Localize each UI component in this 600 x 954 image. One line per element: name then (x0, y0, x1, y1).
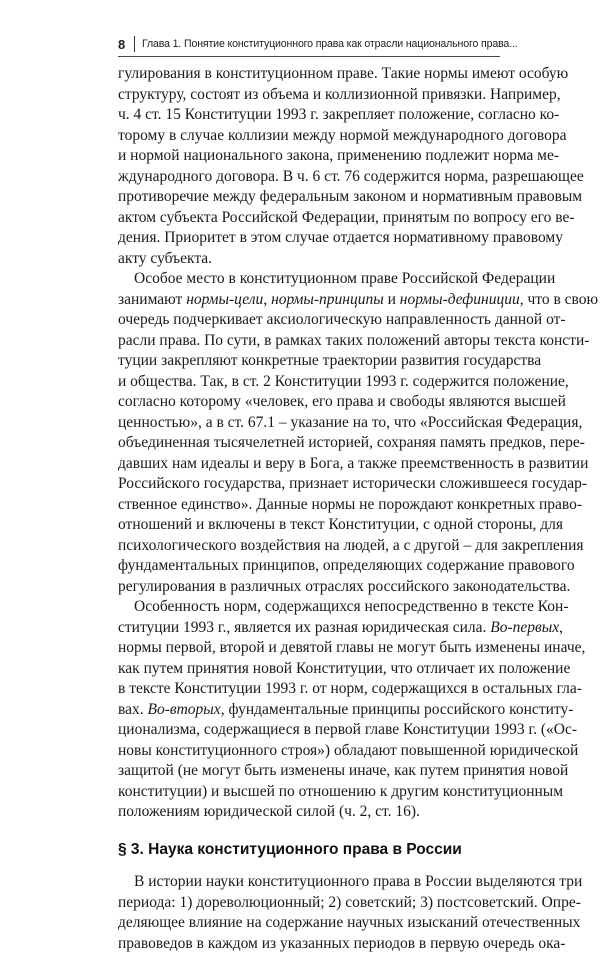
text-line: расли права. По сути, в рамках таких положений авторы текста консти- (118, 331, 500, 352)
text-line: давших нам идеалы и веру в Бога, а также преемственность в развитии (118, 454, 500, 475)
text-line: актом субъекта Российской Федерации, принятым по вопросу его ве- (118, 208, 500, 229)
running-header (118, 34, 500, 56)
text-line: и нормой национального закона, применению подлежит норма ме- (118, 146, 500, 167)
body-text (118, 64, 500, 954)
paragraph-3 (118, 597, 500, 823)
text-line: новы конституционного строя») обладают повышенной юридической (118, 741, 500, 762)
text-line: фундаментальных принципов, определяющих содержание правового (118, 556, 500, 577)
text-line: ценностью», а в ст. 67.1 – указание на то, что «Российская Федерация, (118, 413, 500, 434)
text-line: структуру, состоят из объема и коллизионной привязки. Например, (118, 85, 500, 106)
emphasis: нормы-принципы (271, 291, 384, 308)
text-line: защитой (не могут быть изменены иначе, как путем принятия новой (118, 761, 500, 782)
text-line: В истории науки конституционного права в России выделяются три (118, 872, 500, 893)
text-run: , что в свою (520, 291, 598, 308)
emphasis: нормы-цели (186, 291, 263, 308)
text-line: регулирования в различных отраслях российского законодательства. (118, 577, 500, 598)
text-run: , (263, 291, 271, 308)
text-run: ституции 1993 г., является их разная юридическая сила. (118, 619, 490, 636)
text-line: торому в случае коллизии между нормой международного договора (118, 126, 500, 147)
paragraph-4 (118, 872, 500, 954)
emphasis: Во-первых (490, 619, 559, 636)
text-line (118, 290, 500, 311)
text-line: объединенная тысячелетней историей, сохраняя память предков, пере- (118, 433, 500, 454)
paragraph-1 (118, 64, 500, 269)
text-line: Российского государства, признает исторически сложившееся государ- (118, 474, 500, 495)
text-line: психологического воздействия на людей, а с другой – для закрепления (118, 536, 500, 557)
text-line: дения. Приоритет в этом случае отдается нормативному правовому (118, 228, 500, 249)
text-line: ционализма, содержащиеся в первой главе Конституции 1993 г. («Ос- (118, 720, 500, 741)
emphasis: нормы-дефиниции (400, 291, 520, 308)
text-run: вах. (118, 701, 148, 718)
text-line: Особое место в конституционном праве Российской Федерации (118, 269, 500, 290)
text-line: акту субъекта. (118, 249, 500, 270)
text-line: туции закрепляют конкретные траектории развития государства (118, 351, 500, 372)
text-line: и общества. Так, в ст. 2 Конституции 1993 г. содержится положение, (118, 372, 500, 393)
text-run: занимают (118, 291, 186, 308)
text-line: согласно которому «человек, его права и свободы являются высшей (118, 392, 500, 413)
chapter-title: Глава 1. Понятие конституционного права как отрасли национального права... (142, 38, 518, 50)
text-line: противоречие между федеральным законом и нормативным правовым (118, 187, 500, 208)
text-line: в тексте Конституции 1993 г. от норм, содержащихся в остальных гла- (118, 679, 500, 700)
text-line: гулирования в конституционном праве. Такие нормы имеют особую (118, 64, 500, 85)
page-number: 8 (118, 37, 125, 52)
text-line: как путем принятия новой Конституции, что отличает их положение (118, 659, 500, 680)
text-line: ждународного договора. В ч. 6 ст. 76 содержится норма, разрешающее (118, 167, 500, 188)
text-line: периода: 1) дореволюционный; 2) советский; 3) постсоветский. Опре- (118, 893, 500, 914)
emphasis: Во-вторых (148, 701, 221, 718)
text-line: отношений и включены в текст Конституции, с одной стороны, для (118, 515, 500, 536)
text-line: деляющее влияние на содержание научных изысканий отечественных (118, 913, 500, 934)
text-line: Особенность норм, содержащихся непосредственно в тексте Кон- (118, 597, 500, 618)
text-line: ч. 4 ст. 15 Конституции 1993 г. закрепляет положение, согласно ко- (118, 105, 500, 126)
text-line: очередь подчеркивает аксиологическую направленность данной от- (118, 310, 500, 331)
text-line (118, 700, 500, 721)
text-run: , (559, 619, 563, 636)
text-line (118, 618, 500, 639)
text-line: правоведов в каждом из указанных периодов в первую очередь ока- (118, 934, 500, 954)
text-line: нормы первой, второй и девятой главы не могут быть изменены иначе, (118, 638, 500, 659)
paragraph-2 (118, 269, 500, 597)
text-run: и (384, 291, 400, 308)
text-line: ственное единство». Данные нормы не порождают конкретных право- (118, 495, 500, 516)
header-rule (118, 56, 500, 57)
text-line: конституции) и высшей по отношению к другим конституционным (118, 782, 500, 803)
text-run: , фундаментальные принципы российского конститу- (221, 701, 574, 718)
section-heading: § 3. Наука конституционного права в России (118, 840, 500, 861)
text-line: положениям юридической силой (ч. 2, ст. 16). (118, 802, 500, 823)
header-divider (134, 36, 135, 52)
